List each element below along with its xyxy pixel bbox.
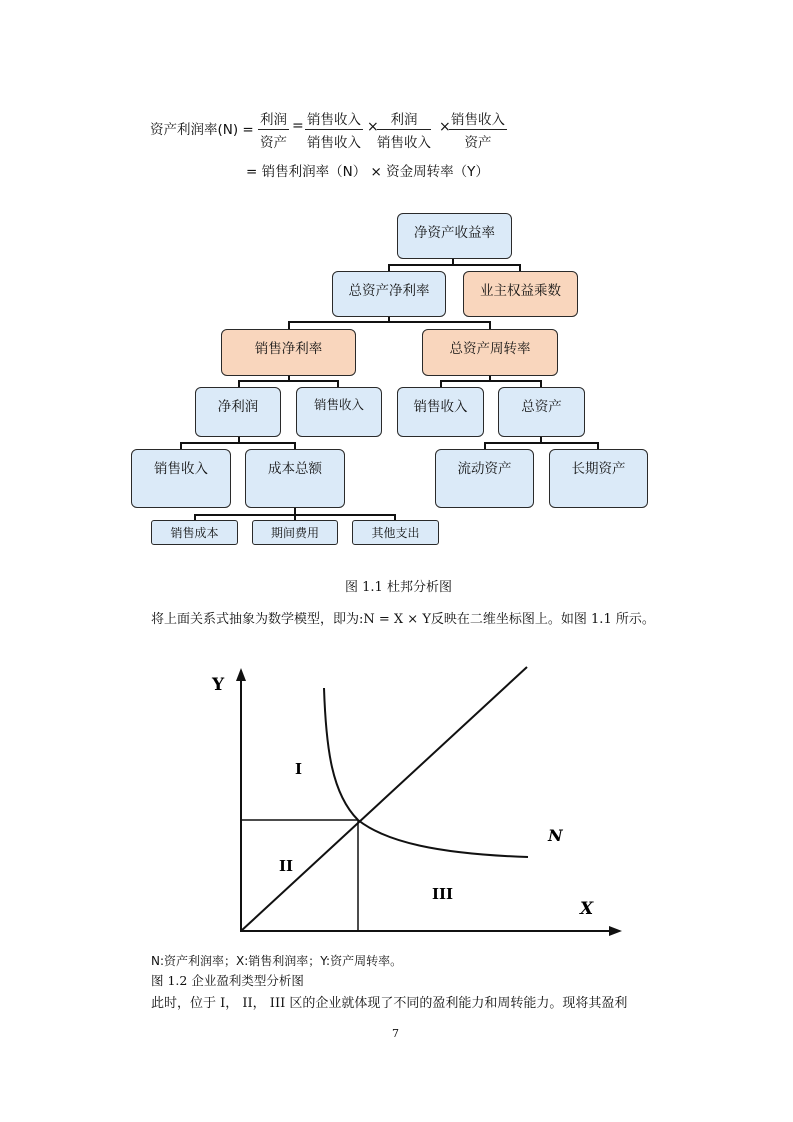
connector	[440, 380, 542, 382]
node-net-profit: 净利润	[195, 387, 281, 437]
page-number: 7	[392, 1027, 399, 1040]
node-sales-revenue: 销售收入	[131, 449, 231, 508]
times-sign: ×	[367, 119, 379, 135]
profit-type-graph	[212, 664, 623, 939]
body-paragraph-2: 此时，位于 I， II， III 区的企业就体现了不同的盈利能力和周转能力。现将其盈利	[151, 996, 628, 1011]
node-cost-of-sales: 销售成本	[151, 520, 238, 545]
x-axis-arrow-icon	[609, 926, 622, 936]
node-return-on-equity: 净资产收益率	[397, 213, 512, 259]
figure-caption-1: 图 1.1 杜邦分析图	[345, 580, 452, 595]
fraction-sales-asset	[449, 108, 507, 151]
node-equity-multiplier: 业主权益乘数	[463, 271, 578, 317]
legend-note: N:资产利润率；X:销售利润率；Y:资产周转率。	[151, 954, 403, 968]
fraction-profit-asset	[258, 108, 289, 151]
node-net-profit-margin: 销售净利率	[221, 329, 356, 376]
fraction-profit-sales	[377, 108, 431, 151]
connector	[288, 321, 491, 323]
fraction-numerator: 利润	[377, 108, 431, 130]
fraction-numerator: 销售收入	[449, 108, 507, 130]
node-sales-revenue: 销售收入	[397, 387, 484, 437]
connector	[180, 442, 296, 444]
equals-sign: =	[292, 118, 304, 134]
node-total-assets: 总资产	[498, 387, 585, 437]
y-axis-arrow-icon	[236, 668, 246, 681]
times-sign: ×	[439, 119, 451, 135]
connector	[238, 380, 339, 382]
fraction-denominator: 资产	[260, 135, 287, 151]
fraction-sales-sales	[305, 108, 363, 151]
connector	[484, 442, 599, 444]
fraction-numerator: 利润	[258, 108, 289, 130]
fraction-denominator: 销售收入	[307, 135, 361, 151]
node-sales-revenue: 销售收入	[296, 387, 382, 437]
connector	[388, 264, 521, 266]
node-return-on-assets: 总资产净利率	[332, 271, 446, 317]
formula-lhs: 资产利润率(N) =	[150, 122, 254, 138]
node-long-term-assets: 长期资产	[549, 449, 648, 508]
y-axis-label: Y	[212, 675, 225, 695]
x-axis-label: X	[580, 899, 594, 919]
region-3-label: III	[432, 885, 454, 903]
figure-caption-2: 图 1.2 企业盈利类型分析图	[151, 973, 304, 988]
region-1-label: I	[295, 760, 303, 778]
region-2-label: II	[279, 857, 294, 875]
curve-n	[324, 688, 528, 857]
node-asset-turnover: 总资产周转率	[422, 329, 558, 376]
fraction-numerator: 销售收入	[305, 108, 363, 130]
node-other-expenses: 其他支出	[352, 520, 439, 545]
body-paragraph: 将上面关系式抽象为数学模型，即为:N = X × Y反映在二维坐标图上。如图 1.1 所示。	[151, 612, 655, 627]
diagonal-line	[241, 667, 527, 931]
node-current-assets: 流动资产	[435, 449, 534, 508]
curve-label-n: N	[548, 826, 563, 845]
node-total-cost: 成本总额	[245, 449, 345, 508]
formula-line-2: = 销售利润率（N） × 资金周转率（Y）	[246, 164, 489, 180]
node-period-expenses: 期间费用	[252, 520, 338, 545]
fraction-denominator: 销售收入	[377, 135, 431, 151]
fraction-denominator: 资产	[464, 135, 492, 151]
